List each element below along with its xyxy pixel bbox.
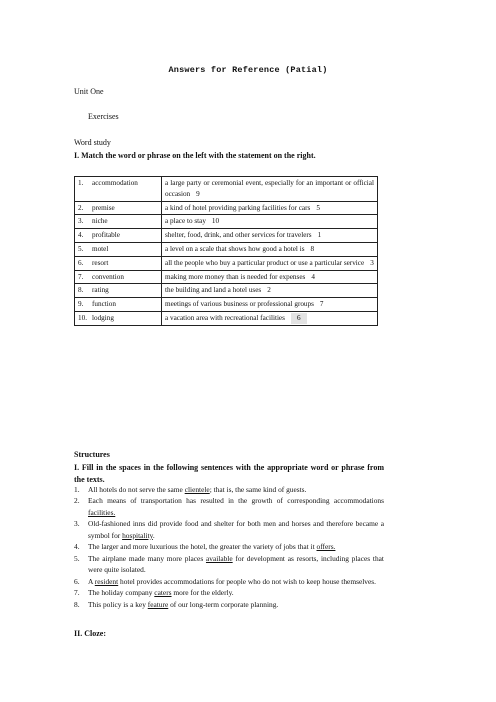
row-number: 1.	[78, 179, 84, 187]
statement-text: a vacation area with recreational facilities	[165, 313, 285, 322]
statement-cell	[162, 270, 378, 284]
statement-cell	[162, 311, 378, 325]
statement-text: making more money than is needed for expenses	[165, 272, 306, 281]
statement-text: a place to stay	[165, 217, 206, 226]
table-row	[75, 177, 378, 202]
word-text: function	[92, 300, 116, 309]
fill-heading: I. Fill in the spaces in the following sentences with the appropriate word or phrase from the texts.	[74, 463, 384, 484]
statement-cell	[162, 256, 378, 270]
table-row	[75, 215, 378, 229]
word-text: accommodation	[92, 179, 138, 187]
statement-cell	[162, 242, 378, 256]
structures-heading: Structures	[74, 450, 110, 459]
word-text: lodging	[92, 313, 114, 322]
list-item	[74, 484, 384, 495]
table-row	[75, 256, 378, 270]
exercises-label: Exercises	[88, 112, 119, 121]
statement-text: a large party or ceremonial event, especially for an important or official occasion	[165, 179, 374, 198]
sentence-after: of our long-term corporate planning.	[168, 599, 279, 609]
sentence-after: .	[152, 530, 155, 540]
list-item	[74, 587, 384, 598]
row-number: 5.	[78, 244, 84, 253]
answer-word: caters	[154, 588, 172, 598]
answer-number: 7	[319, 300, 324, 309]
row-number: 9.	[78, 300, 84, 309]
word-text: convention	[92, 272, 124, 281]
table-row	[75, 242, 378, 256]
statement-text: a level on a scale that shows how good a hotel is	[165, 244, 305, 253]
item-number: 5.	[74, 553, 80, 563]
answer-word: available	[205, 553, 233, 563]
answer-number: 6	[291, 313, 307, 324]
word-cell	[75, 242, 162, 256]
table-row	[75, 270, 378, 284]
fill-list	[74, 484, 384, 610]
item-number: 3.	[74, 519, 80, 529]
word-text: profitable	[92, 231, 120, 240]
sentence-before: The holiday company	[88, 588, 155, 598]
item-number: 4.	[74, 542, 80, 552]
statement-cell	[162, 284, 378, 298]
sentence-before: The larger and more luxurious the hotel, the greater the variety of jobs that it	[88, 542, 317, 552]
item-number: 2.	[74, 496, 80, 506]
word-cell	[75, 177, 162, 202]
word-text: rating	[92, 286, 109, 295]
word-text: motel	[92, 244, 109, 253]
sentence-before: This policy is a key	[88, 599, 148, 609]
word-cell	[75, 298, 162, 312]
sentence-before: Each means of transportation has resulted in the growth of corresponding accommodations	[88, 496, 384, 506]
sentence-after: hotel provides accommodations for people who do not wish to keep house themselves.	[118, 576, 376, 586]
answer-word: hospitality	[122, 530, 153, 540]
list-item	[74, 518, 384, 541]
word-study-heading: Word study	[74, 138, 111, 147]
answer-number: 1	[317, 231, 322, 240]
row-number: 10.	[78, 313, 87, 322]
answer-number: 8	[310, 244, 315, 253]
word-text: premise	[92, 203, 115, 212]
statement-text: shelter, food, drink, and other services for travelers	[165, 231, 312, 240]
answer-word: facilities.	[88, 507, 116, 517]
statement-cell	[162, 201, 378, 215]
page-title: Answers for Reference (Patial)	[168, 65, 328, 75]
unit-label: Unit One	[74, 87, 104, 96]
answer-number: 5	[316, 203, 320, 212]
table-row	[75, 284, 378, 298]
match-table	[74, 176, 378, 326]
sentence-before: A	[88, 576, 95, 586]
answer-number: 2	[267, 286, 271, 295]
row-number: 2.	[78, 203, 84, 212]
statement-text: meetings of various business or professional groups	[165, 300, 314, 309]
row-number: 8.	[78, 286, 84, 295]
list-item	[74, 553, 384, 576]
cloze-heading: II. Cloze:	[74, 629, 106, 638]
word-cell	[75, 201, 162, 215]
answer-number: 9	[196, 189, 200, 198]
row-number: 4.	[78, 231, 84, 240]
word-cell	[75, 215, 162, 229]
list-item	[74, 541, 384, 552]
match-heading: I. Match the word or phrase on the left with the statement on the right.	[74, 151, 316, 160]
sentence-after: for development as resorts, including places that were quite isolated.	[88, 553, 384, 575]
word-text: resort	[92, 258, 109, 267]
answer-word: resident	[94, 576, 119, 586]
statement-cell	[162, 215, 378, 229]
row-number: 7.	[78, 272, 84, 281]
table-row	[75, 298, 378, 312]
item-number: 1.	[74, 485, 80, 494]
sentence-before: All hotels do not serve the same	[88, 485, 185, 494]
answer-word: feature	[147, 599, 169, 609]
statement-cell	[162, 177, 378, 202]
list-item	[74, 599, 384, 610]
table-row	[75, 201, 378, 215]
sentence-after: more for the elderly.	[171, 588, 234, 598]
statement-text: all the people who buy a particular product or use a particular service	[165, 258, 365, 267]
word-text: niche	[92, 217, 108, 226]
answer-number: 10	[211, 217, 220, 226]
statement-cell	[162, 229, 378, 243]
list-item	[74, 576, 384, 587]
statement-cell	[162, 298, 378, 312]
answer-word: clientele	[184, 485, 210, 494]
answer-word: offers.	[316, 542, 336, 552]
answer-number: 3	[370, 258, 374, 267]
item-number: 8.	[74, 599, 80, 609]
sentence-before: The airplane made many more places	[88, 553, 206, 563]
table-row	[75, 229, 378, 243]
word-cell	[75, 256, 162, 270]
word-cell	[75, 229, 162, 243]
statement-text: a kind of hotel providing parking facilities for cars	[165, 203, 311, 212]
sentence-before: Old-fashioned inns did provide food and shelter for both men and horses and therefore became a symbol for	[88, 519, 384, 540]
sentence-after: ; that is, the same kind of guests.	[209, 485, 307, 494]
item-number: 7.	[74, 588, 80, 598]
list-item	[74, 495, 384, 518]
row-number: 6.	[78, 258, 84, 267]
statement-text: the building and land a hotel uses	[165, 286, 262, 295]
word-cell	[75, 311, 162, 325]
table-row	[75, 311, 378, 325]
word-cell	[75, 270, 162, 284]
answer-number: 4	[311, 272, 315, 281]
row-number: 3.	[78, 217, 84, 226]
word-cell	[75, 284, 162, 298]
item-number: 6.	[74, 576, 80, 586]
